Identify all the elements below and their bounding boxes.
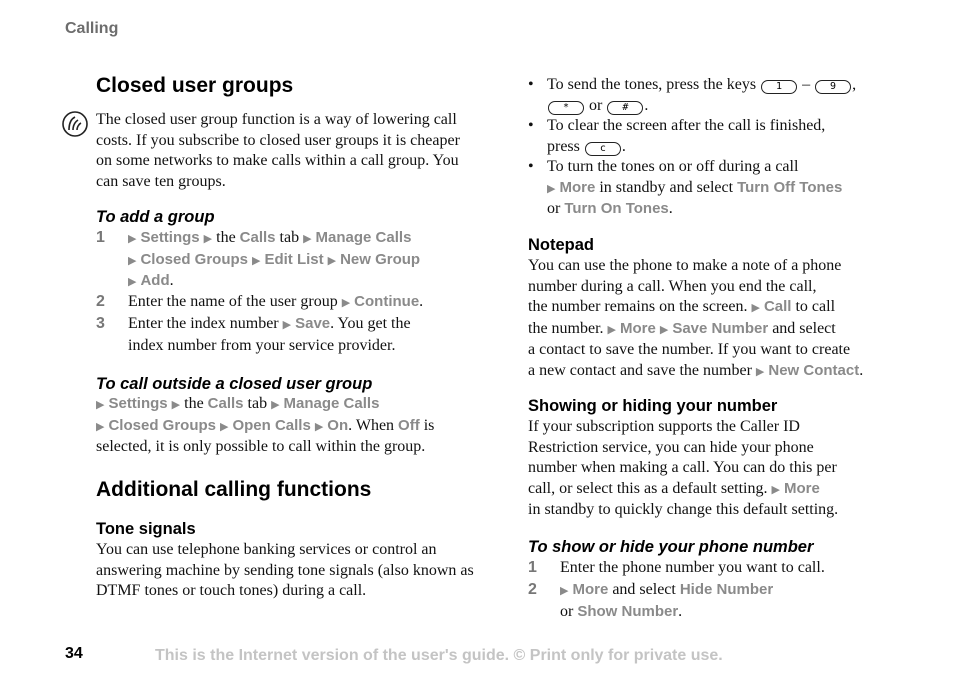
menu-hide-number: Hide Number <box>679 581 774 598</box>
text: selected, it is only possible to call within the group. <box>96 438 426 455</box>
menu-call: Call <box>763 298 792 315</box>
menu-settings: Settings <box>108 395 168 412</box>
menu-turn-off-tones: Turn Off Tones <box>737 178 843 196</box>
arrow-icon: ▶ <box>327 254 337 267</box>
key-hash-icon: # <box>607 101 643 115</box>
tone-bullet-list <box>528 75 908 220</box>
menu-calls-tab: Calls <box>207 395 244 412</box>
call-outside-instructions <box>96 394 476 458</box>
show-hide-step-2: ▶ More and select Hide Number or Show Number. <box>560 581 774 620</box>
tone-signals-text: You can use telephone banking services or control an answering machine by sending tone signals (also known as DTMF tones or touch tones) during a call. <box>96 541 474 599</box>
list-item: • To send the tones, press the keys 1 – 9 , * or # . <box>528 76 857 114</box>
notepad-text: You can use the phone to make a note of a phone number during a call. When you end the call, the number remains on the screen. ▶ Call to call the number. ▶ More ▶ Save Number and select a contact to save the number. If you want to create a new contact and save the number ▶ New Contact. <box>528 257 864 379</box>
text: or <box>547 200 561 217</box>
menu-closed-groups: Closed Groups <box>108 416 216 434</box>
menu-closed-groups: Closed Groups <box>140 250 248 268</box>
arrow-icon: ▶ <box>607 323 617 336</box>
text: index number from your service provider. <box>128 336 396 354</box>
arrow-icon: ▶ <box>96 399 105 411</box>
text: To turn the tones on or off during a call <box>547 158 799 175</box>
text: call, or select this as a default setting. <box>528 479 768 497</box>
list-item: • To clear the screen after the call is finished, press c . <box>528 117 826 155</box>
show-hide-number-text <box>528 417 918 521</box>
text: the number. <box>528 319 604 337</box>
step-number: 1 <box>528 559 537 576</box>
arrow-icon: ▶ <box>560 585 569 597</box>
bullet: • <box>528 76 534 93</box>
menu-save-number: Save Number <box>672 319 769 337</box>
text: in standby and select <box>599 178 734 196</box>
arrow-icon: ▶ <box>771 483 780 496</box>
key-c-icon: c <box>585 142 621 156</box>
footer-notice: This is the Internet version of the user's guide. © Print only for private use. <box>155 647 723 664</box>
key-star-icon: * <box>548 101 584 115</box>
text: To clear the screen after the call is finished, <box>547 117 826 134</box>
menu-more: More <box>572 581 609 598</box>
arrow-icon: ▶ <box>341 297 351 309</box>
show-hide-step-1: Enter the phone number you want to call. <box>560 559 825 576</box>
text: or <box>560 602 574 620</box>
menu-turn-on-tones: Turn On Tones <box>564 200 669 217</box>
text: To send the tones, press the keys <box>547 76 757 93</box>
text: to call <box>795 298 836 315</box>
step-number: 2 <box>96 293 105 310</box>
text: press <box>547 137 580 155</box>
menu-new-group: New Group <box>340 250 421 268</box>
step-number: 1 <box>96 229 105 246</box>
section-header: Calling <box>65 20 119 37</box>
closed-groups-intro: The closed user group function is a way of lowering call costs. If you subscribe to closed user groups it is cheaper on some networks to make calls within a call group. You can save ten groups. <box>96 111 460 190</box>
key-9-icon: 9 <box>815 80 851 94</box>
menu-manage-calls: Manage Calls <box>283 395 380 412</box>
step-number: 3 <box>96 315 105 332</box>
menu-more: More <box>783 479 820 497</box>
text: a contact to save the number. If you want to create <box>528 341 851 358</box>
arrow-icon: ▶ <box>171 399 181 411</box>
additional-functions-title: Additional calling functions <box>96 478 372 501</box>
menu-manage-calls: Manage Calls <box>315 229 412 246</box>
text: Restriction service, you can hide your phone <box>528 438 814 456</box>
text: If your subscription supports the Caller ID <box>528 418 800 435</box>
text: number when making a call. You can do this per <box>528 459 837 476</box>
text: a new contact and save the number <box>528 361 752 379</box>
add-group-step-1: ▶ Settings ▶ the Calls tab ▶ Manage Calls ▶ Closed Groups ▶ Edit List ▶ New Group ▶ Add. <box>128 229 421 289</box>
menu-on: On <box>327 416 349 434</box>
arrow-icon: ▶ <box>128 233 137 245</box>
add-group-step-3 <box>128 314 478 356</box>
arrow-icon: ▶ <box>219 420 229 433</box>
arrow-icon: ▶ <box>128 276 137 288</box>
arrow-icon: ▶ <box>303 233 312 245</box>
text: tab <box>247 395 268 412</box>
tone-signals-title: Tone signals <box>96 520 196 538</box>
arrow-icon: ▶ <box>314 420 324 433</box>
menu-open-calls: Open Calls <box>232 416 311 434</box>
text: . You get the <box>330 315 411 332</box>
arrow-icon: ▶ <box>282 319 292 331</box>
add-group-step-2: Enter the name of the user group ▶ Continue. <box>128 293 424 310</box>
text: Enter the index number <box>128 315 279 332</box>
arrow-icon: ▶ <box>755 365 765 378</box>
text: tab <box>279 229 300 246</box>
menu-more: More <box>559 178 596 196</box>
text: the <box>216 229 236 246</box>
text: the number remains on the screen. <box>528 298 748 315</box>
text: and select <box>612 581 676 598</box>
menu-show-number: Show Number <box>577 602 679 620</box>
arrow-icon: ▶ <box>547 182 556 195</box>
text: or <box>589 96 603 114</box>
text: Enter the name of the user group <box>128 293 338 310</box>
menu-add: Add <box>140 272 170 289</box>
arrow-icon: ▶ <box>251 254 261 267</box>
closed-groups-title: Closed user groups <box>96 74 294 97</box>
menu-continue: Continue <box>354 293 420 310</box>
network-service-icon <box>62 111 88 137</box>
text: the <box>184 395 204 412</box>
text: You can use the phone to make a note of a phone <box>528 257 842 274</box>
text: – <box>802 76 811 93</box>
arrow-icon: ▶ <box>96 420 105 433</box>
menu-new-contact: New Contact <box>768 361 860 379</box>
key-1-icon: 1 <box>761 80 797 94</box>
show-hide-steps-title: To show or hide your phone number <box>528 538 814 556</box>
step-number: 2 <box>528 581 537 598</box>
arrow-icon: ▶ <box>128 254 137 267</box>
arrow-icon: ▶ <box>203 233 213 245</box>
menu-save: Save <box>295 315 331 332</box>
menu-off: Off <box>398 416 420 434</box>
menu-settings: Settings <box>140 229 200 246</box>
bullet: • <box>528 158 534 175</box>
menu-edit-list: Edit List <box>264 250 324 268</box>
text: . When <box>348 416 395 434</box>
arrow-icon: ▶ <box>751 302 760 314</box>
bullet: • <box>528 117 534 134</box>
text: and select <box>772 319 836 337</box>
add-group-title: To add a group <box>96 208 215 226</box>
show-hide-number-title: Showing or hiding your number <box>528 397 778 415</box>
text: number during a call. When you end the call, <box>528 277 817 295</box>
list-item: • To turn the tones on or off during a call ▶ More in standby and select Turn Off Tones or Turn On Tones. <box>528 158 843 217</box>
arrow-icon: ▶ <box>659 323 669 336</box>
notepad-title: Notepad <box>528 236 594 254</box>
text: in standby to quickly change this default setting. <box>528 501 839 518</box>
arrow-icon: ▶ <box>271 399 280 411</box>
menu-calls-tab: Calls <box>239 229 276 246</box>
page-number: 34 <box>65 645 83 662</box>
menu-more: More <box>620 319 656 337</box>
call-outside-title: To call outside a closed user group <box>96 375 373 393</box>
text: is <box>423 416 435 434</box>
